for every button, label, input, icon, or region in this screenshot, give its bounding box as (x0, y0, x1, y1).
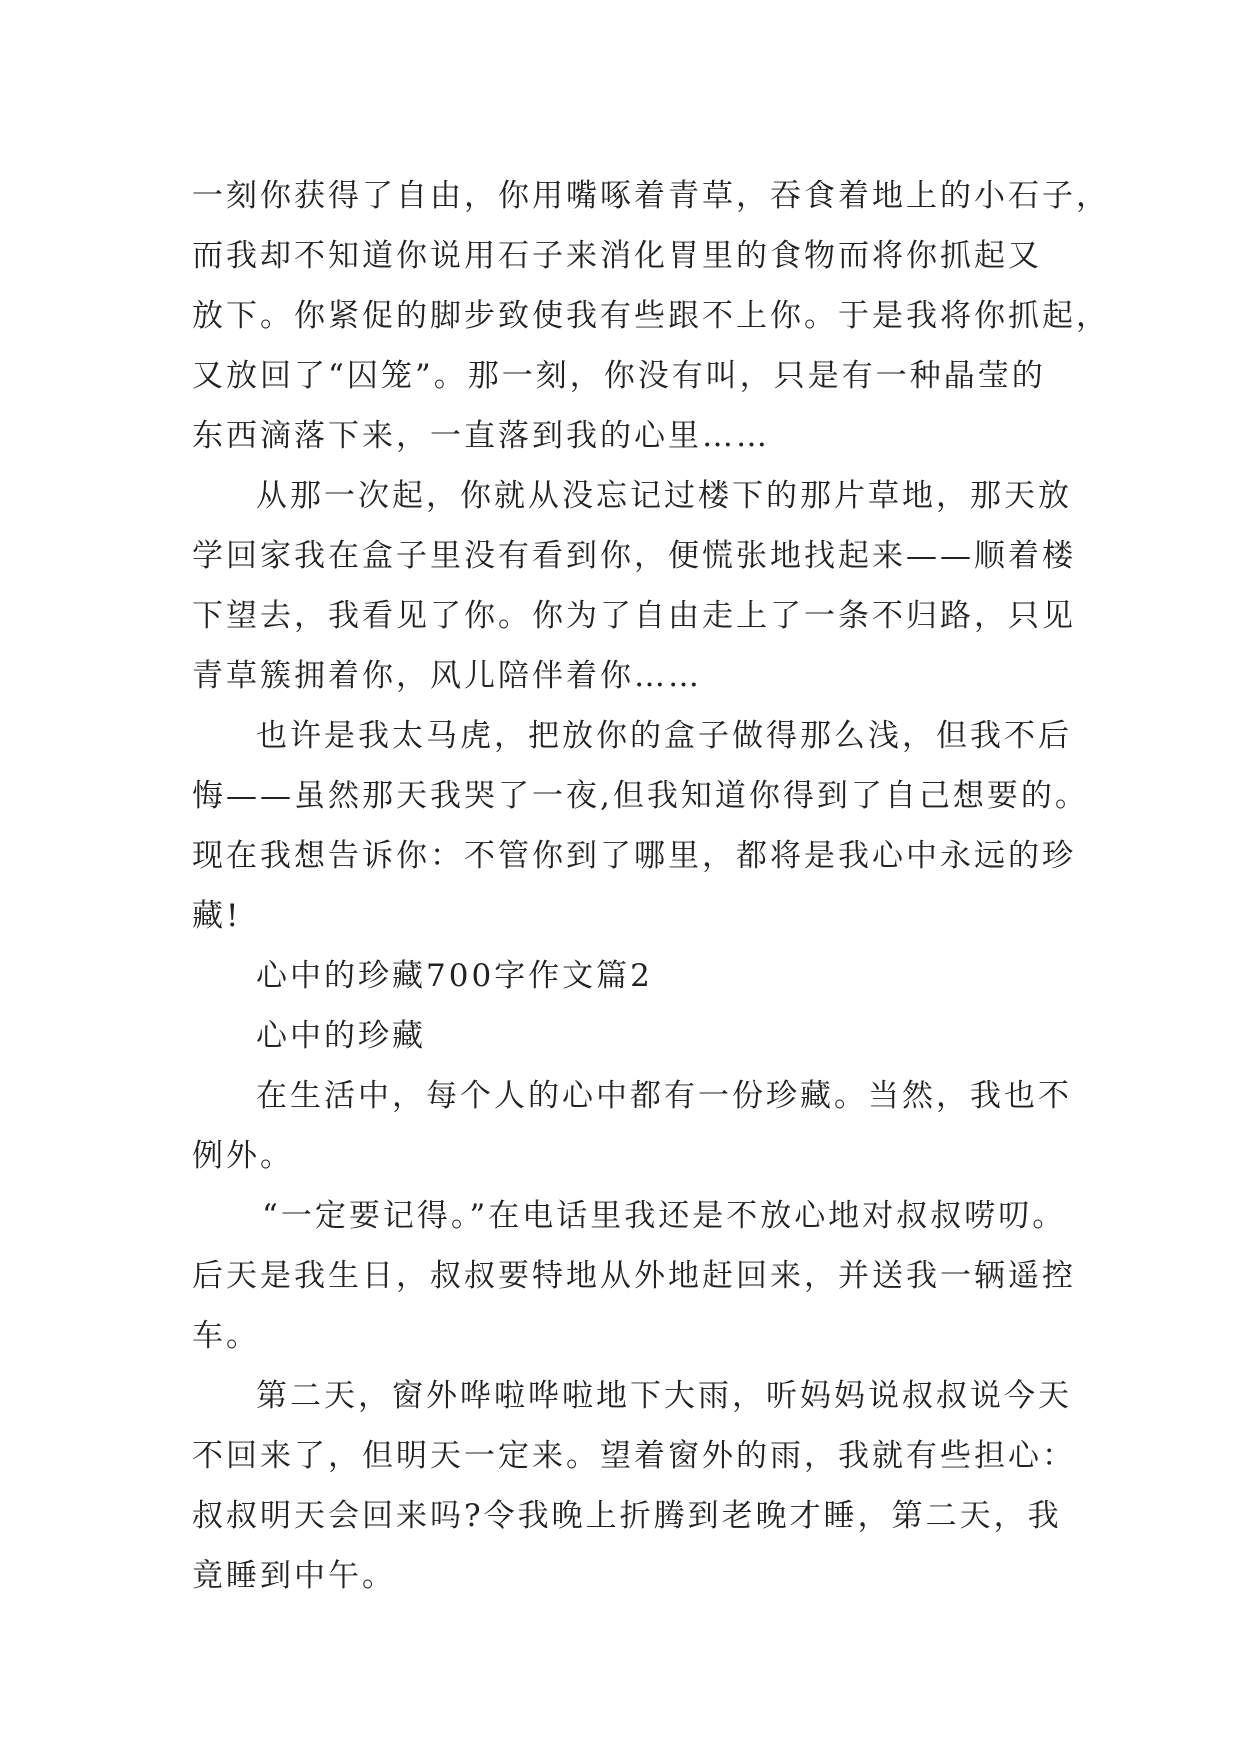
text-line: 又放回了“囚笼”。那一刻，你没有叫，只是有一种晶莹的 (192, 358, 1046, 394)
paragraph (192, 1066, 1072, 1186)
paragraph (192, 1366, 1076, 1606)
text-line: 在生活中，每个人的心中都有一份珍藏。当然，我也不 (256, 1078, 1072, 1114)
text-line: 例外。 (192, 1138, 294, 1174)
paragraph (192, 466, 1076, 706)
text-line: 后天是我生日，叔叔要特地从外地赶回来，并送我一辆遥控 (192, 1258, 1076, 1294)
text-line: 悔——虽然那天我哭了一夜,但我知道你得到了自己想要的。 (192, 778, 1089, 814)
text-line: 学回家我在盒子里没有看到你，便慌张地找起来——顺着楼 (192, 538, 1076, 574)
text-line: 而我却不知道你说用石子来消化胃里的食物而将你抓起又 (192, 238, 1042, 274)
paragraph (192, 166, 1110, 466)
text-line: 东西滴落下来，一直落到我的心里…… (192, 418, 770, 454)
essay-heading (192, 946, 1050, 1006)
text-line: 青草簇拥着你，风儿陪伴着你…… (192, 658, 702, 694)
text-line: 一刻你获得了自由，你用嘴啄着青草，吞食着地上的小石子， (192, 178, 1110, 214)
text-line: 车。 (192, 1318, 260, 1354)
essay-subtitle (192, 1006, 1050, 1066)
text-line: 竟睡到中午。 (192, 1558, 396, 1594)
text-line: 不回来了，但明天一定来。望着窗外的雨，我就有些担心： (192, 1438, 1076, 1474)
text-line: 叔叔明天会回来吗?令我晚上折腾到老晚才睡，第二天，我 (192, 1498, 1062, 1534)
document-body (192, 166, 1110, 1606)
text-line: “一定要记得。”在电话里我还是不放心地对叔叔唠叨。 (262, 1198, 1067, 1234)
text-line: 第二天，窗外哗啦哗啦地下大雨，听妈妈说叔叔说今天 (256, 1378, 1072, 1414)
paragraph (192, 706, 1089, 946)
text-line: 藏! (192, 898, 242, 934)
section-title: 心中的珍藏700字作文篇2 (256, 958, 653, 994)
essay-title: 心中的珍藏 (256, 1018, 426, 1054)
paragraph (192, 1186, 1076, 1366)
text-line: 也许是我太马虎，把放你的盒子做得那么浅，但我不后 (256, 718, 1072, 754)
text-line: 从那一次起，你就从没忘记过楼下的那片草地，那天放 (256, 478, 1072, 514)
text-line: 下望去，我看见了你。你为了自由走上了一条不归路，只见 (192, 598, 1076, 634)
text-line: 现在我想告诉你：不管你到了哪里，都将是我心中永远的珍 (192, 838, 1076, 874)
text-line: 放下。你紧促的脚步致使我有些跟不上你。于是我将你抓起， (192, 298, 1110, 334)
